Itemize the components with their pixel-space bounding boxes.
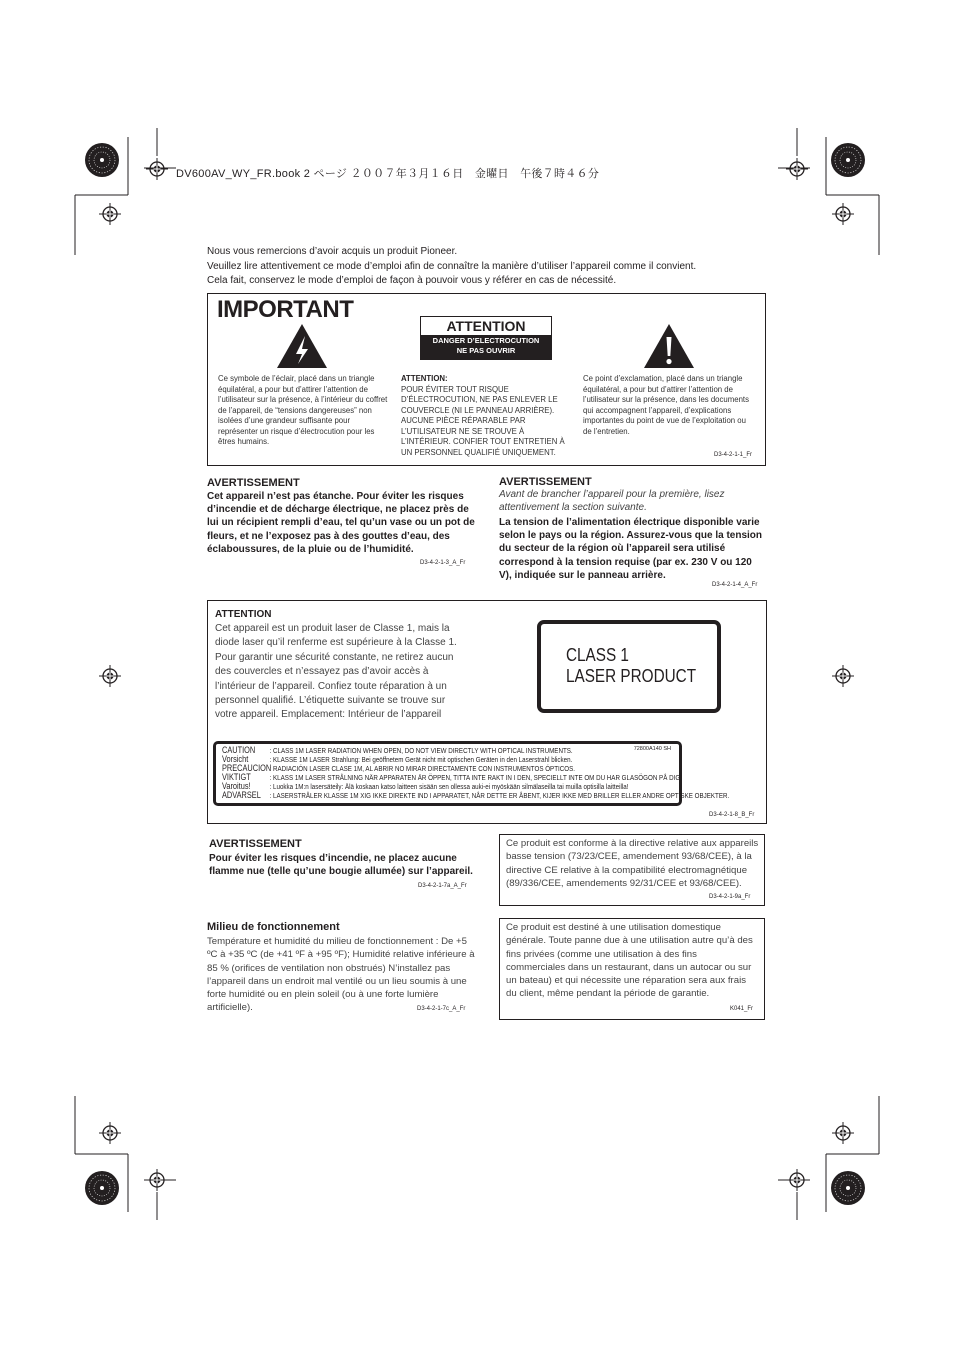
attention-center-heading: ATTENTION:: [401, 374, 448, 383]
lightning-warning-icon: [276, 323, 328, 369]
strip-row: Vorsicht : KLASSE 1M LASER Strahlung: Bei geöffnetem Gerät nicht mit optischen Geräten in den Laserstrahl blicken.: [222, 754, 573, 764]
attention-panel-sub-1: DANGER D’ELECTROCUTION: [432, 336, 540, 345]
intro-text: [207, 245, 767, 289]
milieu-code: D3-4-2-1-7c_A_Fr: [417, 1006, 466, 1012]
strip-code: 72800A140 SH: [633, 746, 671, 752]
strip-row: ADVARSEL : LASERSTRÅLER KLASSE 1M XIG IKKE DIREKTE IND I APPARATET, NÅR DETTE ER ÅBENT, KIJER IKKE MED BRILLER ELLER ANDRE OPTISKE OBJEKTER.: [222, 790, 730, 800]
milieu-heading: Milieu de fonctionnement: [207, 921, 340, 933]
lightning-symbol-text: Ce symbole de l’éclair, placé dans un triangle équilatéral, a pour but d’attirer l’attention de l’utilisateur sur la présence, à l’intérieur du coffret de l’appareil, de “tensions dangereuses” non isolées d’une grandeur suffisante pour représenter un risque d’électrocution pour les êtres humains.: [218, 374, 388, 446]
warning1-code: D3-4-2-1-3_A_Fr: [420, 560, 466, 566]
warning3-heading: AVERTISSEMENT: [209, 838, 302, 850]
attention-panel-title: ATTENTION: [446, 318, 526, 334]
laser-label-line-2: LASER PRODUCT: [566, 666, 697, 686]
intro-line-3: Cela fait, conservez le mode d’emploi de façon à pouvoir vous y référer en cas de nécessité.: [207, 275, 617, 286]
laser-code: D3-4-2-1-8_B_Fr: [709, 812, 755, 818]
laser-text: Cet appareil est un produit laser de Classe 1, mais la diode laser qu’il renferme est supérieure à la Classe 1. Pour garantir une sécurité constante, ne retirez aucun des couvercles et n’essayez pas d’avoir accès à l’intérieur de l’appareil. Confiez toute réparation à un personnel qualifié. L’étiquette suivante se trouve sur votre appareil. Emplacement: Intérieur de l’appareil: [215, 623, 457, 721]
warning2-heading: AVERTISSEMENT: [499, 476, 592, 488]
warning2-text: La tension de l’alimentation électrique disponible varie selon le pays ou la région. Assurez-vous que la tension du secteur de la région où l’appareil sera utilisé correspond à la tension requise (par ex. 230 V ou 120 V), indiquée sur le panneau arrière.: [499, 517, 763, 581]
important-code: D3-4-2-1-1_Fr: [714, 452, 753, 458]
attention-center-block: [401, 374, 575, 458]
warning3-code: D3-4-2-1-7a_A_Fr: [418, 883, 467, 889]
important-title: IMPORTANT: [217, 296, 354, 323]
strip-row: CAUTION : CLASS 1M LASER RADIATION WHEN OPEN, DO NOT VIEW DIRECTLY WITH OPTICAL INSTRUMENTS.: [222, 745, 573, 755]
intro-line-1: Nous vous remercions d’avoir acquis un produit Pioneer.: [207, 246, 458, 257]
warning1-heading: AVERTISSEMENT: [207, 477, 300, 489]
laser-heading: ATTENTION: [215, 609, 272, 620]
conformity-code: D3-4-2-1-9a_Fr: [709, 894, 751, 900]
attention-center-text: POUR ÉVITER TOUT RISQUE D’ÉLECTROCUTION, NE PAS ENLEVER LE COUVERCLE (NI LE PANNEAU ARRIÈRE). AUCUNE PIÈCE RÉPARABLE PAR L’UTILISATEUR NE SE TROUVE À L’INTÉRIEUR. CONFIER TOUT ENTRETIEN À UN PERSONNEL QUALIFIÉ UNIQUEMENT.: [401, 384, 565, 457]
exclamation-symbol-text: Ce point d’exclamation, placé dans un triangle équilatéral, a pour but d’attirer l’attention de l’utilisateur sur la présence, dans les documents qui accompagnent l’appareil, d’explications importantes du point de vue de l’exploitation ou de l’entretien.: [583, 374, 749, 436]
laser-label-line-1: CLASS 1: [566, 645, 629, 665]
file-header-line: DV600AV_WY_FR.book 2 ページ ２００７年３月１６日 金曜日 午後７時４６分: [176, 168, 600, 180]
attention-panel-sub: [421, 335, 551, 360]
milieu-text: Température et humidité du milieu de fonctionnement : De +5 ºC à +35 ºC (de +41 ºF à +95 ºF); Humidité relative inférieure à 85 % (orifices de ventilation non obstrués) N’installez pas l’appareil dans un endroit mal ventilé ou un lieu soumis à une forte humidité ou en plein soleil (ou à une forte lumière artificielle).: [207, 936, 475, 1014]
attention-panel: [420, 316, 552, 360]
strip-row: VIKTIGT : KLASS 1M LASER STRÅLNING NÄR APPARATEN ÄR ÖPPEN, TITTA INTE RAKT IN I DEN, SPECIELLT INTE OM DU HAR GLASÖGON PÅ DIG.: [222, 772, 682, 782]
attention-panel-sub-2: NE PAS OUVRIR: [456, 346, 516, 355]
laser-warning-strip: [213, 741, 730, 806]
warning2-code: D3-4-2-1-4_A_Fr: [712, 582, 758, 588]
strip-row: PRECAUCION: RADIACIÓN LASER CLASE 1M, AL ABRIR NO MIRAR DIRECTAMENTE CON INSTRUMENTOS ÓPTICOS.: [222, 763, 575, 773]
strip-row: Varoitus! : Luokka 1M:n lasersäteily: Älä koskaan katso laitteen sisään sen ollessa auki-ei myöskään silmälaseilla tai muilla optisilla laitteilla!: [222, 781, 629, 791]
warning2-italic: Avant de brancher l’appareil pour la première, lisez attentivement la section suivante.: [499, 489, 725, 513]
warning1-text: Cet appareil n’est pas étanche. Pour éviter les risques d’incendie et de décharge électrique, ne placez près de lui un récipient rempli d’eau, tel qu’un vase ou un pot de fleurs, et ne l’exposez pas à des gouttes d’eau, des éclaboussures, de la pluie ou de l’humidité.: [207, 491, 475, 555]
domestic-use-text: Ce produit est destiné à une utilisation domestique générale. Toute panne due à une utilisation autre qu’à des fins privées (comme une utilisation à des fins commerciales dans un restaurant, dans un autocar ou sur un bateau) et qui nécessite une réparation sera aux frais du client, même pendant la période de garantie.: [506, 922, 753, 1000]
class1-laser-label: [537, 620, 721, 713]
conformity-text: Ce produit est conforme à la directive relative aux appareils basse tension (73/23/CEE, amendement 93/68/CEE), à la directive CE relative à la compatibilité electromagnétique (89/336/CEE, amendements 92/31/CEE et 93/68/CEE).: [506, 838, 759, 889]
laser-label-text: [566, 645, 696, 687]
warning3-text: Pour éviter les risques d’incendie, ne placez aucune flamme nue (telle qu’une bougie allumée) sur l’appareil.: [209, 853, 473, 878]
intro-line-2: Veuillez lire attentivement ce mode d’emploi afin de connaître la manière d’utiliser l’appareil comme il convient.: [207, 260, 697, 272]
exclamation-warning-icon: [643, 323, 695, 369]
domestic-use-code: K041_Fr: [730, 1006, 754, 1012]
